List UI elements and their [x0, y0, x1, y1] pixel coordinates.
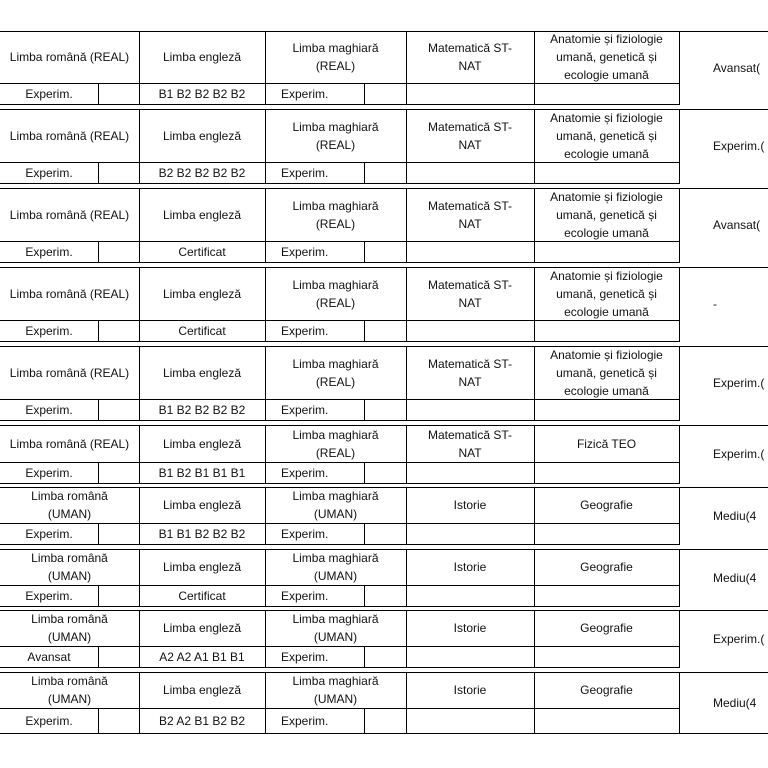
- column-line: [139, 267, 140, 342]
- column-line: [364, 708, 365, 734]
- column-line: [98, 83, 99, 105]
- maghiara-result-cell: Experim.: [281, 165, 329, 180]
- engleza-subject-cell: Limba engleză: [162, 683, 242, 697]
- column-line: [364, 523, 365, 545]
- column-line: [139, 672, 140, 734]
- column-line: [364, 162, 365, 184]
- group-divider-line: [0, 610, 768, 611]
- column-line: [265, 188, 266, 263]
- column-line: [679, 267, 680, 342]
- table-top-border: [0, 31, 768, 32]
- column-line: [139, 425, 140, 484]
- engleza-subject-cell: Limba engleză: [162, 207, 242, 222]
- obligatorie-subject-cell: Istorie: [453, 683, 487, 697]
- optionala-subject-cell: Fizică TEO: [576, 436, 637, 451]
- column-line: [265, 549, 266, 607]
- column-line: [679, 425, 680, 484]
- row-divider-line: [0, 420, 679, 421]
- obligatorie-subject-cell: Matematică ST- NAT: [427, 427, 513, 460]
- column-line: [679, 610, 680, 668]
- column-line: [534, 672, 535, 734]
- nivel-cell: Avansat(: [713, 218, 761, 232]
- optionala-subject-cell: Anatomie și fiziologie umană, genetică și ecologie umană: [550, 110, 663, 161]
- romana-result-cell: Experim.: [25, 713, 73, 728]
- column-line: [364, 585, 365, 607]
- column-line: [364, 399, 365, 421]
- obligatorie-subject-cell: Matematică ST- NAT: [427, 277, 513, 310]
- row-divider-line: [0, 241, 679, 242]
- row-divider-line: [0, 162, 679, 163]
- column-line: [265, 672, 266, 734]
- engleza-result-cell: B2 A2 B1 B2 B2: [158, 713, 246, 728]
- column-line: [364, 462, 365, 484]
- column-line: [139, 610, 140, 668]
- romana-result-cell: Experim.: [25, 86, 73, 101]
- column-line: [679, 109, 680, 184]
- column-line: [534, 188, 535, 263]
- obligatorie-subject-cell: Istorie: [453, 560, 487, 574]
- engleza-subject-cell: Limba engleză: [162, 128, 242, 143]
- engleza-subject-cell: Limba engleză: [162, 498, 242, 512]
- engleza-result-cell: B1 B1 B2 B2 B2: [158, 526, 246, 541]
- column-line: [265, 610, 266, 668]
- engleza-result-cell: B1 B2 B2 B2 B2: [158, 86, 246, 101]
- column-line: [406, 109, 407, 184]
- maghiara-result-cell: Experim.: [281, 323, 329, 338]
- obligatorie-subject-cell: Istorie: [453, 621, 487, 635]
- nivel-cell: Avansat(: [713, 60, 761, 75]
- nivel-cell: Mediu(4: [713, 508, 757, 523]
- engleza-result-cell: Certificat: [178, 588, 226, 603]
- column-line: [406, 425, 407, 484]
- optionala-subject-cell: Geografie: [580, 560, 633, 574]
- row-divider-line: [0, 183, 679, 184]
- nivel-cell: Experim.(: [713, 139, 765, 153]
- column-line: [534, 487, 535, 545]
- group-divider-line: [0, 267, 768, 268]
- row-divider-line: [0, 462, 679, 463]
- romana-subject-cell: Limba română (REAL): [9, 286, 130, 301]
- column-line: [98, 241, 99, 263]
- column-line: [679, 487, 680, 545]
- column-line: [534, 267, 535, 342]
- column-line: [534, 346, 535, 421]
- romana-subject-cell: Limba română (REAL): [9, 128, 130, 143]
- column-line: [679, 672, 680, 734]
- maghiara-result-cell: Experim.: [281, 649, 329, 664]
- column-line: [98, 523, 99, 545]
- maghiara-subject-cell: Limba maghiară (UMAN): [292, 612, 379, 644]
- row-divider-line: [0, 262, 679, 263]
- column-line: [406, 188, 407, 263]
- romana-subject-cell: Limba română (REAL): [9, 50, 130, 64]
- column-line: [139, 109, 140, 184]
- optionala-subject-cell: Anatomie și fiziologie umană, genetică și ecologie umană: [550, 32, 663, 82]
- romana-result-cell: Avansat: [27, 649, 71, 664]
- column-line: [98, 646, 99, 668]
- column-line: [98, 462, 99, 484]
- optionala-subject-cell: Geografie: [580, 683, 633, 697]
- engleza-subject-cell: Limba engleză: [162, 560, 242, 574]
- row-divider-line: [0, 341, 679, 342]
- optionala-subject-cell: Anatomie și fiziologie umană, genetică și ecologie umană: [550, 347, 663, 398]
- romana-subject-cell: Limba română (UMAN): [31, 674, 108, 706]
- column-line: [265, 425, 266, 484]
- romana-result-cell: Experim.: [25, 165, 73, 180]
- column-line: [534, 109, 535, 184]
- optionala-subject-cell: Anatomie și fiziologie umană, genetică și ecologie umană: [550, 189, 663, 240]
- romana-subject-cell: Limba română (REAL): [9, 207, 130, 222]
- row-divider-line: [0, 483, 679, 484]
- column-line: [98, 399, 99, 421]
- romana-result-cell: Experim.: [25, 402, 73, 417]
- engleza-result-cell: B2 B2 B2 B2 B2: [158, 165, 246, 180]
- nivel-cell: Mediu(4: [713, 570, 757, 585]
- maghiara-subject-cell: Limba maghiară (UMAN): [292, 551, 379, 583]
- row-divider-line: [0, 320, 679, 321]
- column-line: [534, 31, 535, 105]
- obligatorie-subject-cell: Matematică ST- NAT: [427, 198, 513, 231]
- maghiara-result-cell: Experim.: [281, 402, 329, 417]
- column-line: [406, 549, 407, 607]
- column-line: [679, 31, 680, 105]
- table-bottom-border: [0, 733, 768, 734]
- group-divider-line: [0, 188, 768, 189]
- column-line: [679, 188, 680, 263]
- column-line: [406, 31, 407, 105]
- group-divider-line: [0, 487, 768, 488]
- column-line: [265, 267, 266, 342]
- romana-result-cell: Experim.: [25, 465, 73, 480]
- maghiara-result-cell: Experim.: [281, 86, 329, 101]
- obligatorie-subject-cell: Matematică ST- NAT: [427, 41, 513, 73]
- nivel-cell: Experim.(: [713, 631, 765, 646]
- maghiara-result-cell: Experim.: [281, 713, 329, 728]
- romana-subject-cell: Limba română (UMAN): [31, 551, 108, 583]
- maghiara-result-cell: Experim.: [281, 465, 329, 480]
- engleza-subject-cell: Limba engleză: [162, 50, 242, 64]
- engleza-result-cell: B1 B2 B2 B2 B2: [158, 402, 246, 417]
- optionala-subject-cell: Geografie: [580, 621, 633, 635]
- row-divider-line: [0, 606, 679, 607]
- group-divider-line: [0, 549, 768, 550]
- romana-result-cell: Experim.: [25, 588, 73, 603]
- column-line: [139, 487, 140, 545]
- maghiara-subject-cell: Limba maghiară (UMAN): [292, 489, 379, 521]
- column-line: [534, 549, 535, 607]
- obligatorie-subject-cell: Matematică ST- NAT: [427, 119, 513, 152]
- column-line: [406, 610, 407, 668]
- group-divider-line: [0, 346, 768, 347]
- column-line: [364, 320, 365, 342]
- maghiara-subject-cell: Limba maghiară (REAL): [292, 356, 379, 389]
- row-divider-line: [0, 646, 679, 647]
- row-divider-line: [0, 399, 679, 400]
- maghiara-subject-cell: Limba maghiară (REAL): [292, 119, 379, 152]
- maghiara-subject-cell: Limba maghiară (REAL): [292, 41, 379, 73]
- engleza-subject-cell: Limba engleză: [162, 365, 242, 380]
- romana-subject-cell: Limba română (REAL): [9, 436, 130, 451]
- column-line: [139, 188, 140, 263]
- row-divider-line: [0, 523, 679, 524]
- column-line: [98, 162, 99, 184]
- column-line: [98, 708, 99, 734]
- column-line: [265, 487, 266, 545]
- maghiara-result-cell: Experim.: [281, 526, 329, 541]
- column-line: [364, 646, 365, 668]
- engleza-result-cell: Certificat: [178, 244, 226, 259]
- nivel-cell: Experim.(: [713, 376, 765, 390]
- column-line: [364, 83, 365, 105]
- nivel-cell: -: [713, 297, 717, 311]
- column-line: [265, 109, 266, 184]
- maghiara-subject-cell: Limba maghiară (REAL): [292, 277, 379, 310]
- maghiara-subject-cell: Limba maghiară (REAL): [292, 427, 379, 460]
- row-divider-line: [0, 708, 679, 709]
- obligatorie-subject-cell: Matematică ST- NAT: [427, 356, 513, 389]
- column-line: [406, 346, 407, 421]
- row-divider-line: [0, 585, 679, 586]
- column-line: [265, 346, 266, 421]
- romana-result-cell: Experim.: [25, 526, 73, 541]
- column-line: [98, 320, 99, 342]
- nivel-cell: Experim.(: [713, 447, 765, 461]
- optionala-subject-cell: Geografie: [580, 498, 633, 512]
- column-line: [406, 672, 407, 734]
- engleza-result-cell: A2 A2 A1 B1 B1: [159, 649, 245, 664]
- group-divider-line: [0, 425, 768, 426]
- group-divider-line: [0, 109, 768, 110]
- column-line: [98, 585, 99, 607]
- column-line: [679, 346, 680, 421]
- romana-result-cell: Experim.: [25, 244, 73, 259]
- column-line: [364, 241, 365, 263]
- maghiara-result-cell: Experim.: [281, 588, 329, 603]
- column-line: [534, 425, 535, 484]
- row-divider-line: [0, 104, 679, 105]
- maghiara-subject-cell: Limba maghiară (UMAN): [292, 674, 379, 706]
- column-line: [406, 487, 407, 545]
- group-divider-line: [0, 672, 768, 673]
- column-line: [265, 31, 266, 105]
- romana-subject-cell: Limba română (UMAN): [31, 612, 108, 644]
- optionala-subject-cell: Anatomie și fiziologie umană, genetică și ecologie umană: [550, 268, 663, 319]
- column-line: [139, 31, 140, 105]
- obligatorie-subject-cell: Istorie: [453, 498, 487, 512]
- engleza-subject-cell: Limba engleză: [162, 436, 242, 451]
- romana-result-cell: Experim.: [25, 323, 73, 338]
- nivel-cell: Mediu(4: [713, 695, 757, 710]
- engleza-subject-cell: Limba engleză: [162, 621, 242, 635]
- row-divider-line: [0, 544, 679, 545]
- row-divider-line: [0, 667, 679, 668]
- engleza-result-cell: Certificat: [178, 323, 226, 338]
- column-line: [139, 346, 140, 421]
- romana-subject-cell: Limba română (UMAN): [31, 489, 108, 521]
- maghiara-subject-cell: Limba maghiară (REAL): [292, 198, 379, 231]
- maghiara-result-cell: Experim.: [281, 244, 329, 259]
- row-divider-line: [0, 83, 679, 84]
- column-line: [679, 549, 680, 607]
- column-line: [534, 610, 535, 668]
- engleza-result-cell: B1 B2 B1 B1 B1: [158, 465, 246, 480]
- column-line: [139, 549, 140, 607]
- engleza-subject-cell: Limba engleză: [162, 286, 242, 301]
- column-line: [406, 267, 407, 342]
- romana-subject-cell: Limba română (REAL): [9, 365, 130, 380]
